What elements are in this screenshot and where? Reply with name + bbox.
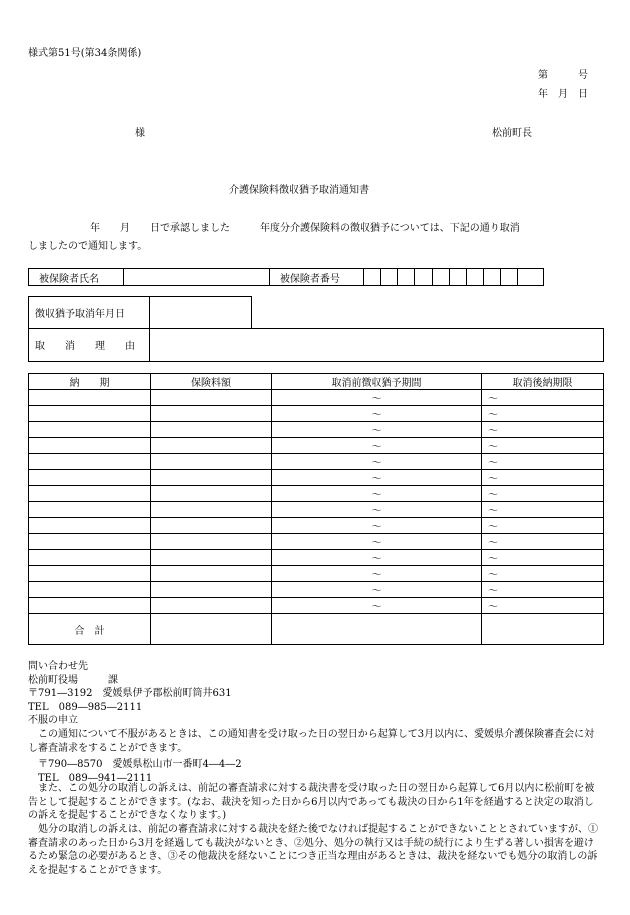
total-premium[interactable]: [151, 614, 272, 645]
post-cancel-deadline-cell[interactable]: ～: [482, 470, 604, 486]
table-row: [29, 390, 604, 406]
insured-number-digit[interactable]: [364, 269, 381, 286]
header-due-period: 納 期: [29, 374, 151, 390]
due-period-cell[interactable]: [29, 582, 151, 598]
premium-cell[interactable]: [151, 470, 272, 486]
insured-name-label: 被保険者氏名: [29, 269, 124, 286]
contact-tel: TEL 089―985―2111: [28, 701, 143, 713]
pre-cancel-period-cell[interactable]: ～: [272, 598, 482, 614]
insured-number-digit[interactable]: [483, 269, 500, 286]
table-row: [29, 470, 604, 486]
premium-cell[interactable]: [151, 566, 272, 582]
contact-heading: 問い合わせ先: [28, 661, 88, 672]
pre-cancel-period-cell[interactable]: ～: [272, 550, 482, 566]
document-number: 第 号: [538, 70, 588, 81]
table-row: [29, 550, 604, 566]
table-row: [29, 582, 604, 598]
premium-cell[interactable]: [151, 550, 272, 566]
premium-cell[interactable]: [151, 406, 272, 422]
due-period-cell[interactable]: [29, 438, 151, 454]
due-period-cell[interactable]: [29, 454, 151, 470]
table-row: [29, 454, 604, 470]
due-period-cell[interactable]: [29, 502, 151, 518]
table-row: [29, 534, 604, 550]
premium-cell[interactable]: [151, 454, 272, 470]
pre-cancel-period-cell[interactable]: ～: [272, 454, 482, 470]
appeal-tel: TEL 089―941―2111: [38, 773, 153, 784]
payment-table: [28, 373, 604, 645]
premium-cell[interactable]: [151, 598, 272, 614]
due-period-cell[interactable]: [29, 518, 151, 534]
appeal-address: 〒790―8570 愛媛県松山市一番町4―4―2: [38, 759, 242, 770]
header-pre-cancel-period: 取消前徴収猶予期間: [272, 374, 482, 390]
due-period-cell[interactable]: [29, 534, 151, 550]
premium-cell[interactable]: [151, 390, 272, 406]
due-period-cell[interactable]: [29, 422, 151, 438]
document-title: 介護保険料徴収猶予取消通知書: [229, 185, 369, 196]
post-cancel-deadline-cell[interactable]: ～: [482, 390, 604, 406]
header-post-cancel-deadline: 取消後納期限: [482, 374, 604, 390]
pre-cancel-period-cell[interactable]: ～: [272, 422, 482, 438]
premium-cell[interactable]: [151, 502, 272, 518]
appeal-paragraph-2: また、この処分の取消しの訴えは、前記の審査請求に対する裁決書を受け取った日の翌日から起算して6月以内に松前町を被告として提起することができます。(なお、裁決を知った日から6月以内であっても裁決の日から1年を経過すると決定の取消しの訴えを提起することができなくなります。): [28, 783, 595, 821]
total-deadline[interactable]: [482, 614, 604, 645]
table-row: [29, 502, 604, 518]
insured-info-table: [28, 268, 544, 286]
post-cancel-deadline-cell[interactable]: ～: [482, 438, 604, 454]
pre-cancel-period-cell[interactable]: ～: [272, 534, 482, 550]
cancel-date-table: [28, 296, 252, 329]
pre-cancel-period-cell[interactable]: ～: [272, 582, 482, 598]
premium-cell[interactable]: [151, 582, 272, 598]
pre-cancel-period-cell[interactable]: ～: [272, 406, 482, 422]
reason-field[interactable]: [150, 329, 604, 362]
pre-cancel-period-cell[interactable]: ～: [272, 390, 482, 406]
table-row: [29, 566, 604, 582]
insured-number-digit[interactable]: [381, 269, 398, 286]
pre-cancel-period-cell[interactable]: ～: [272, 486, 482, 502]
due-period-cell[interactable]: [29, 566, 151, 582]
insured-number-digit[interactable]: [466, 269, 483, 286]
premium-cell[interactable]: [151, 518, 272, 534]
due-period-cell[interactable]: [29, 550, 151, 566]
post-cancel-deadline-cell[interactable]: ～: [482, 598, 604, 614]
premium-cell[interactable]: [151, 422, 272, 438]
insured-name-field[interactable]: [124, 269, 270, 286]
pre-cancel-period-cell[interactable]: ～: [272, 566, 482, 582]
insured-number-digit[interactable]: [449, 269, 466, 286]
appeal-paragraph-3: 処分の取消しの訴えは、前記の審査請求に対する裁決を経た後でなければ提起することができないこととされていますが、①審査請求のあった日から3月を経過しても裁決がないとき、②処分、処分の執行又は手続の続行により生ずる著しい損害を避けるため緊急の必要があるとき、③その他裁決を経ないことにつき正当な理由があるときは、裁決を経ないでも処分の取消しの訴えを提起することができます。: [28, 824, 598, 876]
premium-cell[interactable]: [151, 486, 272, 502]
premium-cell[interactable]: [151, 534, 272, 550]
table-row: [29, 518, 604, 534]
pre-cancel-period-cell[interactable]: ～: [272, 502, 482, 518]
table-row: [29, 406, 604, 422]
post-cancel-deadline-cell[interactable]: ～: [482, 406, 604, 422]
due-period-cell[interactable]: [29, 598, 151, 614]
premium-cell[interactable]: [151, 438, 272, 454]
total-label: 合 計: [29, 614, 151, 645]
reason-label: 取 消 理 由: [29, 329, 150, 362]
insured-number-digit[interactable]: [415, 269, 432, 286]
issuer: 松前町長: [492, 128, 532, 139]
contact-block: [28, 660, 232, 728]
table-row: [29, 598, 604, 614]
table-row: [29, 438, 604, 454]
due-period-cell[interactable]: [29, 390, 151, 406]
post-cancel-deadline-cell[interactable]: ～: [482, 422, 604, 438]
insured-number-digit[interactable]: [517, 269, 543, 286]
intro-line-2: しましたので通知します。: [28, 241, 148, 252]
total-period[interactable]: [272, 614, 482, 645]
post-cancel-deadline-cell[interactable]: ～: [482, 502, 604, 518]
due-period-cell[interactable]: [29, 406, 151, 422]
post-cancel-deadline-cell[interactable]: ～: [482, 550, 604, 566]
pre-cancel-period-cell[interactable]: ～: [272, 518, 482, 534]
contact-office: 松前町役場 課: [28, 674, 118, 686]
reason-table: [28, 328, 604, 362]
cancel-date-field[interactable]: [150, 297, 252, 329]
post-cancel-deadline-cell[interactable]: ～: [482, 454, 604, 470]
post-cancel-deadline-cell[interactable]: ～: [482, 486, 604, 502]
cancel-date-label: 徴収猶予取消年月日: [29, 297, 150, 329]
table-row: [29, 486, 604, 502]
form-number: 様式第51号(第34条関係): [28, 48, 142, 59]
post-cancel-deadline-cell[interactable]: ～: [482, 566, 604, 582]
pre-cancel-period-cell[interactable]: ～: [272, 438, 482, 454]
insured-number-label: 被保険者番号: [269, 269, 363, 286]
due-period-cell[interactable]: [29, 470, 151, 486]
insured-number-digit[interactable]: [500, 269, 517, 286]
table-row: [29, 422, 604, 438]
contact-address: 〒791―3192 愛媛県伊予郡松前町筒井631: [28, 688, 232, 700]
appeal-heading: 不服の申立: [28, 715, 78, 727]
due-period-cell[interactable]: [29, 486, 151, 502]
post-cancel-deadline-cell[interactable]: ～: [482, 582, 604, 598]
header-premium: 保険料額: [151, 374, 272, 390]
post-cancel-deadline-cell[interactable]: ～: [482, 534, 604, 550]
insured-number-digit[interactable]: [398, 269, 415, 286]
insured-number-digit[interactable]: [432, 269, 449, 286]
appeal-paragraph-1: この通知について不服があるときは、この通知書を受け取った日の翌日から起算して3月以内に、愛媛県介護保険審査会に対し審査請求をすることができます。: [28, 729, 595, 754]
intro-line-1: 年 月 日で承認しました 年度分介護保険料の徴収猶予については、下記の通り取消: [90, 223, 520, 234]
pre-cancel-period-cell[interactable]: ～: [272, 470, 482, 486]
recipient-suffix: 様: [135, 128, 145, 139]
post-cancel-deadline-cell[interactable]: ～: [482, 518, 604, 534]
document-date: 年 月 日: [538, 89, 588, 100]
